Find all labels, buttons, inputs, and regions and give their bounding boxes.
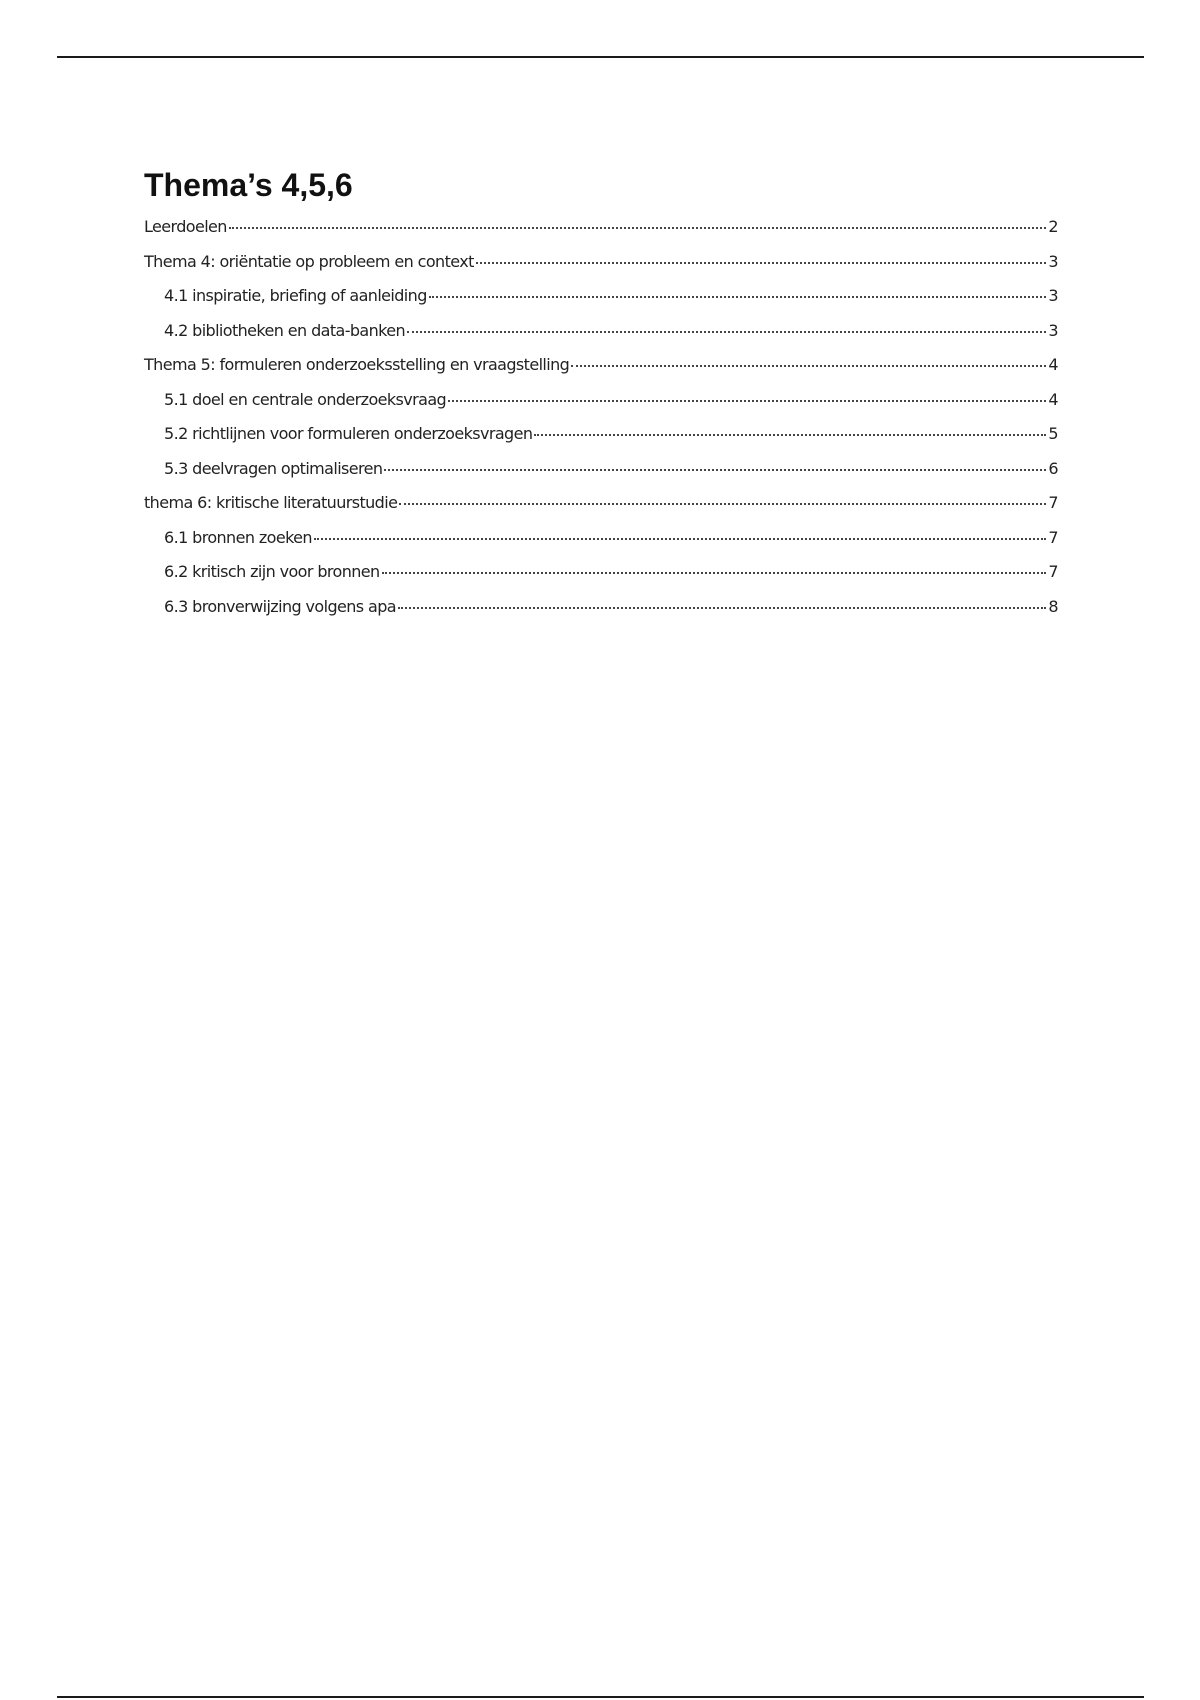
toc-page-number: 4 <box>1048 355 1058 374</box>
toc-dot-leader <box>398 607 1046 609</box>
toc-entry-thema-4[interactable] <box>144 252 1058 287</box>
toc-dot-leader <box>382 572 1047 574</box>
toc-entry-text: 6.3 bronverwijzing volgens apa <box>164 596 396 616</box>
toc-page-number: 2 <box>1048 217 1058 236</box>
toc-dot-leader <box>534 434 1046 436</box>
toc-page-number: 3 <box>1048 251 1058 271</box>
toc-page-number: 5 <box>1048 424 1058 443</box>
toc-page-number: 7 <box>1048 527 1058 547</box>
toc-entry-text: thema 6: kritische literatuurstudie <box>144 493 398 512</box>
toc-entry-text: 5.1 doel en centrale onderzoeksvraag <box>164 389 447 409</box>
toc-page-number: 3 <box>1048 320 1058 340</box>
toc-entry-4-2[interactable] <box>144 321 1058 356</box>
toc-entry-4-1[interactable] <box>144 286 1058 321</box>
toc-entry-5-2[interactable] <box>144 424 1058 459</box>
toc-dot-leader <box>448 400 1046 402</box>
toc-entry-text: Leerdoelen <box>144 217 227 236</box>
table-of-contents <box>144 217 1058 631</box>
toc-dot-leader <box>429 296 1047 298</box>
toc-entry-text: Thema 4: oriëntatie op probleem en context <box>144 251 474 271</box>
toc-page-number: 3 <box>1048 286 1058 305</box>
toc-page-number: 8 <box>1048 596 1058 616</box>
toc-entry-text: Thema 5: formuleren onderzoeksstelling en vraagstelling <box>144 355 570 374</box>
toc-page-number: 6 <box>1048 458 1058 478</box>
toc-dot-leader <box>476 262 1047 264</box>
toc-entry-text: 6.2 kritisch zijn voor bronnen <box>164 562 380 581</box>
toc-entry-text: 4.1 inspiratie, briefing of aanleiding <box>164 286 427 305</box>
toc-entry-6-3[interactable] <box>144 597 1058 632</box>
toc-dot-leader <box>229 227 1047 229</box>
toc-dot-leader <box>571 365 1046 367</box>
toc-entry-leerdoelen[interactable] <box>144 217 1058 252</box>
toc-page-number: 7 <box>1048 562 1058 581</box>
toc-entry-text: 6.1 bronnen zoeken <box>164 527 312 547</box>
toc-dot-leader <box>407 331 1046 333</box>
document-body <box>144 165 1058 631</box>
toc-entry-text: 5.2 richtlijnen voor formuleren onderzoeksvragen <box>164 424 533 443</box>
toc-entry-5-3[interactable] <box>144 459 1058 494</box>
toc-entry-6-1[interactable] <box>144 528 1058 563</box>
header-rule <box>57 56 1144 58</box>
toc-dot-leader <box>314 538 1046 540</box>
toc-dot-leader <box>399 503 1046 505</box>
footer-rule <box>57 1696 1144 1698</box>
toc-entry-6-2[interactable] <box>144 562 1058 597</box>
document-title: Thema’s 4,5,6 <box>144 167 353 203</box>
toc-page-number: 4 <box>1048 389 1058 409</box>
toc-dot-leader <box>384 469 1046 471</box>
toc-entry-text: 4.2 bibliotheken en data-banken <box>164 320 406 340</box>
toc-entry-thema-6[interactable] <box>144 493 1058 528</box>
toc-entry-thema-5[interactable] <box>144 355 1058 390</box>
toc-entry-5-1[interactable] <box>144 390 1058 425</box>
toc-entry-text: 5.3 deelvragen optimaliseren <box>164 458 383 478</box>
toc-page-number: 7 <box>1048 493 1058 512</box>
